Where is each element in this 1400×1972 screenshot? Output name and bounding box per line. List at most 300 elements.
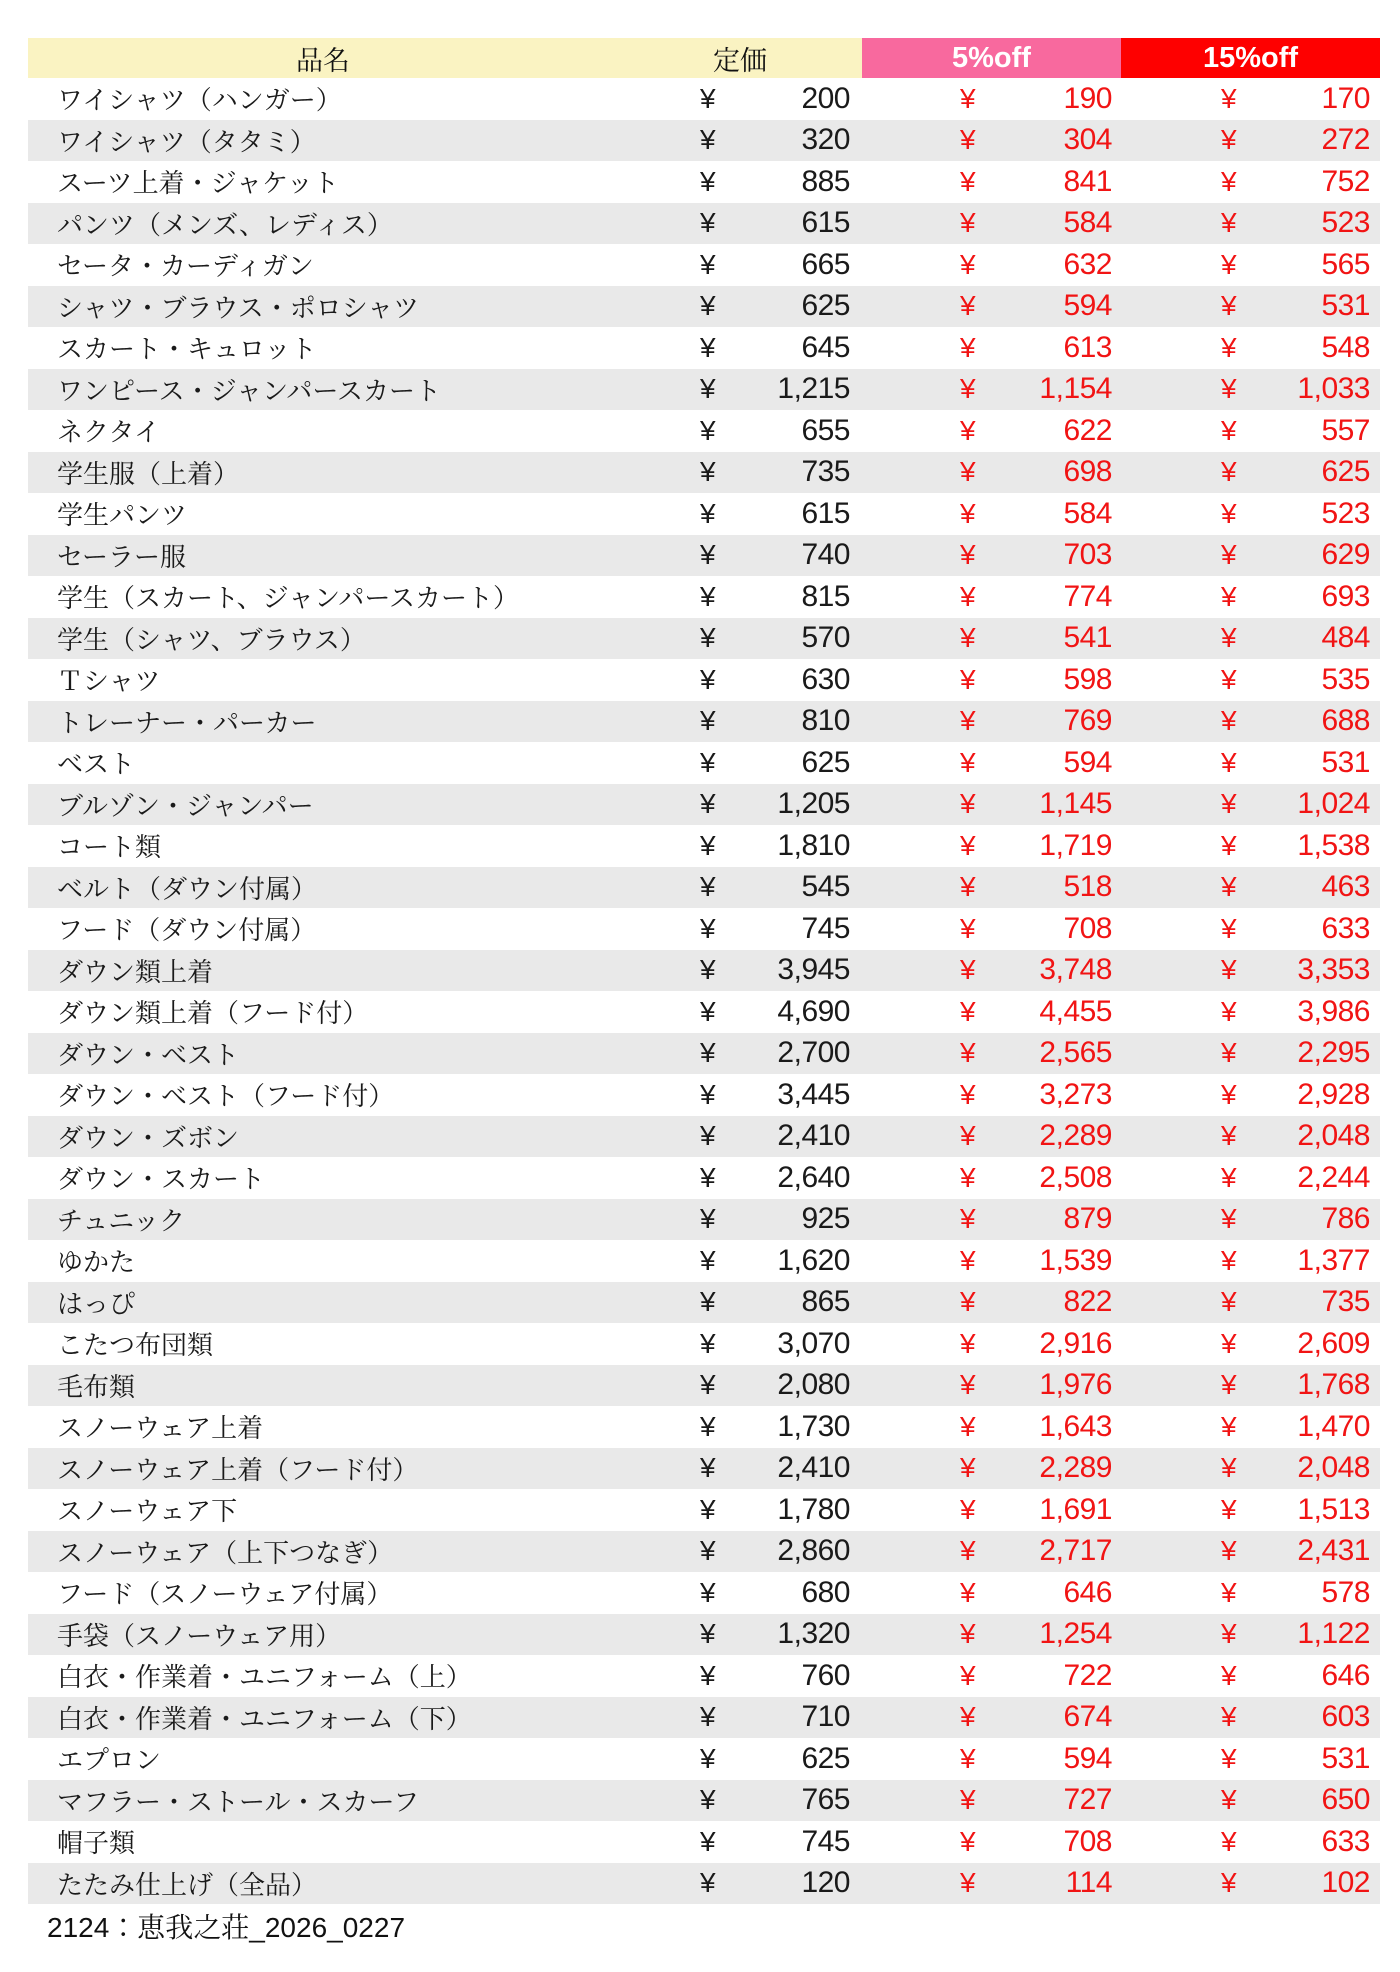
table-row — [28, 78, 1380, 120]
yen-symbol: ¥ — [700, 1410, 716, 1442]
price-15off-cell — [1121, 1572, 1380, 1614]
price-15off-cell — [1121, 120, 1380, 162]
column-header-15percent-off: 15%off — [1121, 38, 1380, 78]
list-price-cell — [618, 1365, 862, 1407]
price-15off-value: 735 — [1321, 1285, 1370, 1319]
list-price-cell — [618, 161, 862, 203]
price-15off-value: 523 — [1321, 206, 1370, 240]
item-name: チュニック — [57, 1205, 186, 1236]
table-row — [28, 1033, 1380, 1075]
table-row — [28, 701, 1380, 743]
yen-symbol: ¥ — [960, 705, 976, 737]
yen-symbol: ¥ — [1221, 82, 1237, 114]
price-15off-value: 2,609 — [1297, 1326, 1370, 1360]
list-price-cell — [618, 1697, 862, 1739]
yen-symbol: ¥ — [700, 1867, 716, 1899]
item-name: ダウン・ベスト（フード付） — [57, 1081, 395, 1112]
table-row — [28, 410, 1380, 452]
yen-symbol: ¥ — [960, 829, 976, 861]
price-5off-value: 1,539 — [1039, 1243, 1112, 1277]
list-price-value: 615 — [801, 206, 850, 240]
list-price-cell — [618, 1821, 862, 1863]
list-price-value: 320 — [801, 123, 850, 157]
yen-symbol: ¥ — [700, 622, 716, 654]
yen-symbol: ¥ — [700, 1701, 716, 1733]
price-5off-value: 841 — [1063, 164, 1112, 198]
table-row — [28, 784, 1380, 826]
item-name: スノーウェア下 — [57, 1496, 238, 1527]
table-row — [28, 1116, 1380, 1158]
yen-symbol: ¥ — [1221, 1203, 1237, 1235]
list-price-cell — [618, 1489, 862, 1531]
list-price-cell — [618, 452, 862, 494]
list-price-value: 545 — [801, 870, 850, 904]
list-price-value: 865 — [801, 1285, 850, 1319]
yen-symbol: ¥ — [1221, 912, 1237, 944]
price-5off-cell — [862, 535, 1121, 577]
yen-symbol: ¥ — [960, 1867, 976, 1899]
price-5off-value: 622 — [1063, 413, 1112, 447]
list-price-value: 815 — [801, 579, 850, 613]
list-price-value: 655 — [801, 413, 850, 447]
price-5off-cell — [862, 1614, 1121, 1656]
price-5off-cell — [862, 1074, 1121, 1116]
list-price-cell — [618, 369, 862, 411]
table-row — [28, 161, 1380, 203]
item-name: ベルト（ダウン付属） — [57, 873, 318, 904]
yen-symbol: ¥ — [960, 746, 976, 778]
yen-symbol: ¥ — [700, 1120, 716, 1152]
item-name: ワイシャツ（タタミ） — [57, 126, 316, 157]
yen-symbol: ¥ — [960, 1784, 976, 1816]
price-5off-value: 646 — [1063, 1575, 1112, 1609]
price-5off-cell — [862, 1323, 1121, 1365]
table-row — [28, 1655, 1380, 1697]
yen-symbol: ¥ — [700, 165, 716, 197]
price-5off-cell — [862, 991, 1121, 1033]
table-row — [28, 286, 1380, 328]
price-5off-cell — [862, 1821, 1121, 1863]
list-price-value: 745 — [801, 911, 850, 945]
yen-symbol: ¥ — [700, 871, 716, 903]
price-15off-value: 531 — [1321, 745, 1370, 779]
yen-symbol: ¥ — [960, 539, 976, 571]
price-15off-value: 1,122 — [1297, 1617, 1370, 1651]
yen-symbol: ¥ — [1221, 1410, 1237, 1442]
price-5off-cell — [862, 452, 1121, 494]
yen-symbol: ¥ — [1221, 1244, 1237, 1276]
yen-symbol: ¥ — [1221, 1369, 1237, 1401]
list-price-value: 1,730 — [777, 1409, 850, 1443]
item-name: ダウン類上着 — [57, 956, 214, 987]
price-15off-value: 633 — [1321, 911, 1370, 945]
list-price-value: 765 — [801, 1783, 850, 1817]
yen-symbol: ¥ — [1221, 1286, 1237, 1318]
list-price-value: 625 — [801, 1741, 850, 1775]
price-5off-cell — [862, 701, 1121, 743]
item-name: ダウン類上着（フード付） — [57, 998, 369, 1029]
yen-symbol: ¥ — [1221, 1701, 1237, 1733]
yen-symbol: ¥ — [1221, 124, 1237, 156]
price-15off-value: 693 — [1321, 579, 1370, 613]
table-row — [28, 1531, 1380, 1573]
price-15off-value: 633 — [1321, 1824, 1370, 1858]
price-15off-cell — [1121, 1282, 1380, 1324]
price-15off-cell — [1121, 618, 1380, 660]
list-price-cell — [618, 950, 862, 992]
yen-symbol: ¥ — [700, 207, 716, 239]
item-name: スノーウェア（上下つなぎ） — [57, 1537, 394, 1568]
price-5off-value: 2,289 — [1039, 1451, 1112, 1485]
price-15off-value: 603 — [1321, 1700, 1370, 1734]
price-15off-value: 1,768 — [1297, 1368, 1370, 1402]
list-price-value: 625 — [801, 289, 850, 323]
yen-symbol: ¥ — [960, 788, 976, 820]
yen-symbol: ¥ — [960, 207, 976, 239]
price-15off-cell — [1121, 1489, 1380, 1531]
yen-symbol: ¥ — [700, 1825, 716, 1857]
price-15off-value: 272 — [1321, 123, 1370, 157]
price-15off-cell — [1121, 784, 1380, 826]
price-5off-cell — [862, 1199, 1121, 1241]
price-5off-value: 541 — [1063, 621, 1112, 655]
yen-symbol: ¥ — [1221, 1078, 1237, 1110]
item-name: セーラー服 — [57, 541, 186, 572]
price-15off-value: 2,244 — [1297, 1160, 1370, 1194]
yen-symbol: ¥ — [700, 1452, 716, 1484]
price-5off-cell — [862, 742, 1121, 784]
price-15off-cell — [1121, 991, 1380, 1033]
list-price-value: 570 — [801, 621, 850, 655]
yen-symbol: ¥ — [1221, 373, 1237, 405]
item-name: 毛布類 — [57, 1371, 136, 1402]
list-price-cell — [618, 701, 862, 743]
table-row — [28, 1406, 1380, 1448]
price-5off-value: 698 — [1063, 455, 1112, 489]
item-name: Ｔシャツ — [57, 666, 161, 697]
list-price-cell — [618, 908, 862, 950]
item-name: スノーウェア上着 — [57, 1413, 264, 1444]
list-price-value: 745 — [801, 1824, 850, 1858]
price-15off-value: 1,377 — [1297, 1243, 1370, 1277]
item-name: ダウン・ベスト — [57, 1039, 240, 1070]
table-row — [28, 1157, 1380, 1199]
price-15off-cell — [1121, 1199, 1380, 1241]
item-name: 白衣・作業着・ユニフォーム（下） — [57, 1703, 472, 1734]
price-15off-value: 1,033 — [1297, 372, 1370, 406]
yen-symbol: ¥ — [960, 995, 976, 1027]
yen-symbol: ¥ — [960, 1701, 976, 1733]
price-5off-value: 2,565 — [1039, 1036, 1112, 1070]
yen-symbol: ¥ — [700, 1327, 716, 1359]
price-15off-cell — [1121, 1697, 1380, 1739]
list-price-cell — [618, 120, 862, 162]
yen-symbol: ¥ — [960, 1452, 976, 1484]
yen-symbol: ¥ — [960, 1742, 976, 1774]
list-price-value: 4,690 — [777, 994, 850, 1028]
price-5off-cell — [862, 618, 1121, 660]
price-15off-cell — [1121, 1531, 1380, 1573]
price-5off-cell — [862, 1116, 1121, 1158]
list-price-value: 615 — [801, 496, 850, 530]
yen-symbol: ¥ — [960, 331, 976, 363]
yen-symbol: ¥ — [1221, 788, 1237, 820]
list-price-value: 740 — [801, 538, 850, 572]
yen-symbol: ¥ — [700, 82, 716, 114]
yen-symbol: ¥ — [700, 1037, 716, 1069]
item-name: スーツ上着・ジャケット — [57, 168, 339, 199]
price-5off-cell — [862, 908, 1121, 950]
yen-symbol: ¥ — [700, 954, 716, 986]
yen-symbol: ¥ — [960, 248, 976, 280]
item-name: スカート・キュロット — [57, 334, 317, 365]
list-price-cell — [618, 742, 862, 784]
yen-symbol: ¥ — [960, 1037, 976, 1069]
price-5off-value: 1,719 — [1039, 828, 1112, 862]
price-5off-value: 4,455 — [1039, 994, 1112, 1028]
price-15off-value: 625 — [1321, 455, 1370, 489]
yen-symbol: ¥ — [1221, 414, 1237, 446]
list-price-value: 1,215 — [777, 372, 850, 406]
price-5off-cell — [862, 1406, 1121, 1448]
yen-symbol: ¥ — [700, 1576, 716, 1608]
list-price-value: 665 — [801, 247, 850, 281]
list-price-cell — [618, 784, 862, 826]
item-name: フード（スノーウェア付属） — [57, 1579, 393, 1610]
yen-symbol: ¥ — [960, 954, 976, 986]
yen-symbol: ¥ — [700, 705, 716, 737]
list-price-value: 645 — [801, 330, 850, 364]
list-price-cell — [618, 1282, 862, 1324]
price-15off-cell — [1121, 950, 1380, 992]
yen-symbol: ¥ — [960, 1327, 976, 1359]
price-5off-value: 674 — [1063, 1700, 1112, 1734]
price-5off-value: 584 — [1063, 496, 1112, 530]
table-row — [28, 576, 1380, 618]
yen-symbol: ¥ — [960, 663, 976, 695]
list-price-value: 1,320 — [777, 1617, 850, 1651]
yen-symbol: ¥ — [700, 1286, 716, 1318]
yen-symbol: ¥ — [1221, 1867, 1237, 1899]
price-15off-cell — [1121, 244, 1380, 286]
yen-symbol: ¥ — [960, 82, 976, 114]
item-name: 帽子類 — [57, 1828, 136, 1859]
price-5off-value: 3,273 — [1039, 1077, 1112, 1111]
item-name: トレーナー・パーカー — [57, 707, 317, 738]
list-price-cell — [618, 1614, 862, 1656]
yen-symbol: ¥ — [1221, 456, 1237, 488]
price-5off-cell — [862, 203, 1121, 245]
price-15off-value: 523 — [1321, 496, 1370, 530]
price-15off-cell — [1121, 908, 1380, 950]
yen-symbol: ¥ — [1221, 1618, 1237, 1650]
price-15off-value: 170 — [1321, 81, 1370, 115]
yen-symbol: ¥ — [700, 414, 716, 446]
yen-symbol: ¥ — [1221, 1659, 1237, 1691]
yen-symbol: ¥ — [960, 1410, 976, 1442]
price-15off-value: 2,431 — [1297, 1534, 1370, 1568]
yen-symbol: ¥ — [960, 1161, 976, 1193]
table-row — [28, 244, 1380, 286]
list-price-value: 1,205 — [777, 787, 850, 821]
list-price-value: 2,640 — [777, 1160, 850, 1194]
price-5off-value: 1,976 — [1039, 1368, 1112, 1402]
list-price-value: 735 — [801, 455, 850, 489]
item-name: ダウン・ズボン — [57, 1122, 240, 1153]
list-price-value: 3,945 — [777, 953, 850, 987]
price-15off-value: 2,295 — [1297, 1036, 1370, 1070]
price-15off-value: 531 — [1321, 1741, 1370, 1775]
price-15off-value: 484 — [1321, 621, 1370, 655]
price-15off-value: 650 — [1321, 1783, 1370, 1817]
table-row — [28, 1489, 1380, 1531]
yen-symbol: ¥ — [960, 1576, 976, 1608]
price-5off-value: 774 — [1063, 579, 1112, 613]
yen-symbol: ¥ — [700, 1618, 716, 1650]
price-5off-value: 708 — [1063, 1824, 1112, 1858]
yen-symbol: ¥ — [700, 373, 716, 405]
item-name: ネクタイ — [57, 417, 160, 448]
table-row — [28, 1780, 1380, 1822]
price-5off-value: 304 — [1063, 123, 1112, 157]
price-15off-cell — [1121, 1074, 1380, 1116]
table-row — [28, 1074, 1380, 1116]
price-15off-cell — [1121, 286, 1380, 328]
yen-symbol: ¥ — [700, 580, 716, 612]
price-15off-cell — [1121, 1157, 1380, 1199]
column-header-list-price: 定価 — [618, 38, 862, 78]
list-price-cell — [618, 78, 862, 120]
yen-symbol: ¥ — [700, 1535, 716, 1567]
yen-symbol: ¥ — [960, 456, 976, 488]
price-15off-cell — [1121, 1240, 1380, 1282]
price-5off-cell — [862, 369, 1121, 411]
list-price-cell — [618, 244, 862, 286]
price-15off-cell — [1121, 1323, 1380, 1365]
yen-symbol: ¥ — [960, 124, 976, 156]
price-5off-cell — [862, 825, 1121, 867]
price-5off-value: 708 — [1063, 911, 1112, 945]
price-15off-cell — [1121, 659, 1380, 701]
list-price-cell — [618, 1572, 862, 1614]
price-5off-cell — [862, 1780, 1121, 1822]
list-price-cell — [618, 1448, 862, 1490]
price-5off-cell — [862, 1240, 1121, 1282]
price-15off-value: 1,024 — [1297, 787, 1370, 821]
list-price-value: 2,700 — [777, 1036, 850, 1070]
table-row — [28, 991, 1380, 1033]
table-row — [28, 327, 1380, 369]
price-5off-value: 594 — [1063, 1741, 1112, 1775]
table-row — [28, 1614, 1380, 1656]
yen-symbol: ¥ — [1221, 331, 1237, 363]
yen-symbol: ¥ — [1221, 995, 1237, 1027]
list-price-cell — [618, 1240, 862, 1282]
table-row — [28, 1323, 1380, 1365]
price-5off-cell — [862, 1655, 1121, 1697]
price-15off-value: 463 — [1321, 870, 1370, 904]
price-15off-cell — [1121, 576, 1380, 618]
item-name: シャツ・ブラウス・ポロシャツ — [57, 292, 420, 323]
list-price-value: 2,080 — [777, 1368, 850, 1402]
list-price-cell — [618, 1780, 862, 1822]
price-15off-cell — [1121, 493, 1380, 535]
yen-symbol: ¥ — [1221, 1161, 1237, 1193]
yen-symbol: ¥ — [700, 539, 716, 571]
item-name: 学生服（上着） — [57, 458, 240, 489]
yen-symbol: ¥ — [1221, 539, 1237, 571]
price-15off-value: 646 — [1321, 1658, 1370, 1692]
list-price-cell — [618, 1531, 862, 1573]
list-price-cell — [618, 286, 862, 328]
price-5off-cell — [862, 1572, 1121, 1614]
list-price-value: 625 — [801, 745, 850, 779]
yen-symbol: ¥ — [960, 1286, 976, 1318]
price-15off-cell — [1121, 535, 1380, 577]
item-name: コート類 — [57, 832, 162, 863]
price-5off-cell — [862, 244, 1121, 286]
table-row — [28, 950, 1380, 992]
price-5off-value: 1,154 — [1039, 372, 1112, 406]
table-row — [28, 452, 1380, 494]
table-row — [28, 120, 1380, 162]
price-5off-value: 2,916 — [1039, 1326, 1112, 1360]
yen-symbol: ¥ — [700, 1161, 716, 1193]
yen-symbol: ¥ — [960, 165, 976, 197]
price-5off-value: 598 — [1063, 662, 1112, 696]
yen-symbol: ¥ — [700, 1493, 716, 1525]
yen-symbol: ¥ — [700, 1369, 716, 1401]
price-5off-value: 518 — [1063, 870, 1112, 904]
price-5off-value: 1,643 — [1039, 1409, 1112, 1443]
item-name: 学生（シャツ、ブラウス） — [57, 624, 366, 655]
list-price-value: 810 — [801, 704, 850, 738]
list-price-cell — [618, 493, 862, 535]
item-name: 白衣・作業着・ユニフォーム（上） — [57, 1662, 472, 1693]
price-15off-cell — [1121, 1448, 1380, 1490]
price-5off-value: 2,508 — [1039, 1160, 1112, 1194]
item-name: ダウン・スカート — [57, 1164, 266, 1195]
list-price-cell — [618, 410, 862, 452]
item-name: 学生（スカート、ジャンパースカート） — [57, 583, 520, 614]
list-price-cell — [618, 659, 862, 701]
list-price-cell — [618, 867, 862, 909]
list-price-value: 1,780 — [777, 1492, 850, 1526]
price-15off-cell — [1121, 1780, 1380, 1822]
price-5off-cell — [862, 1863, 1121, 1905]
item-name: 手袋（スノーウェア用） — [57, 1620, 342, 1651]
store-code-note: 2124：恵我之荘_2026_0227 — [47, 1912, 406, 1943]
yen-symbol: ¥ — [960, 290, 976, 322]
item-name: セータ・カーディガン — [57, 251, 314, 282]
price-5off-cell — [862, 1489, 1121, 1531]
price-15off-value: 3,986 — [1297, 994, 1370, 1028]
yen-symbol: ¥ — [700, 995, 716, 1027]
table-row — [28, 867, 1380, 909]
price-5off-cell — [862, 1697, 1121, 1739]
yen-symbol: ¥ — [1221, 1784, 1237, 1816]
price-5off-value: 584 — [1063, 206, 1112, 240]
price-15off-cell — [1121, 1821, 1380, 1863]
item-name: たたみ仕上げ（全品） — [57, 1869, 318, 1900]
yen-symbol: ¥ — [700, 1742, 716, 1774]
table-row — [28, 1738, 1380, 1780]
item-name: エプロン — [57, 1745, 162, 1776]
list-price-value: 200 — [801, 81, 850, 115]
list-price-cell — [618, 1116, 862, 1158]
table-row — [28, 369, 1380, 411]
price-5off-value: 190 — [1063, 81, 1112, 115]
